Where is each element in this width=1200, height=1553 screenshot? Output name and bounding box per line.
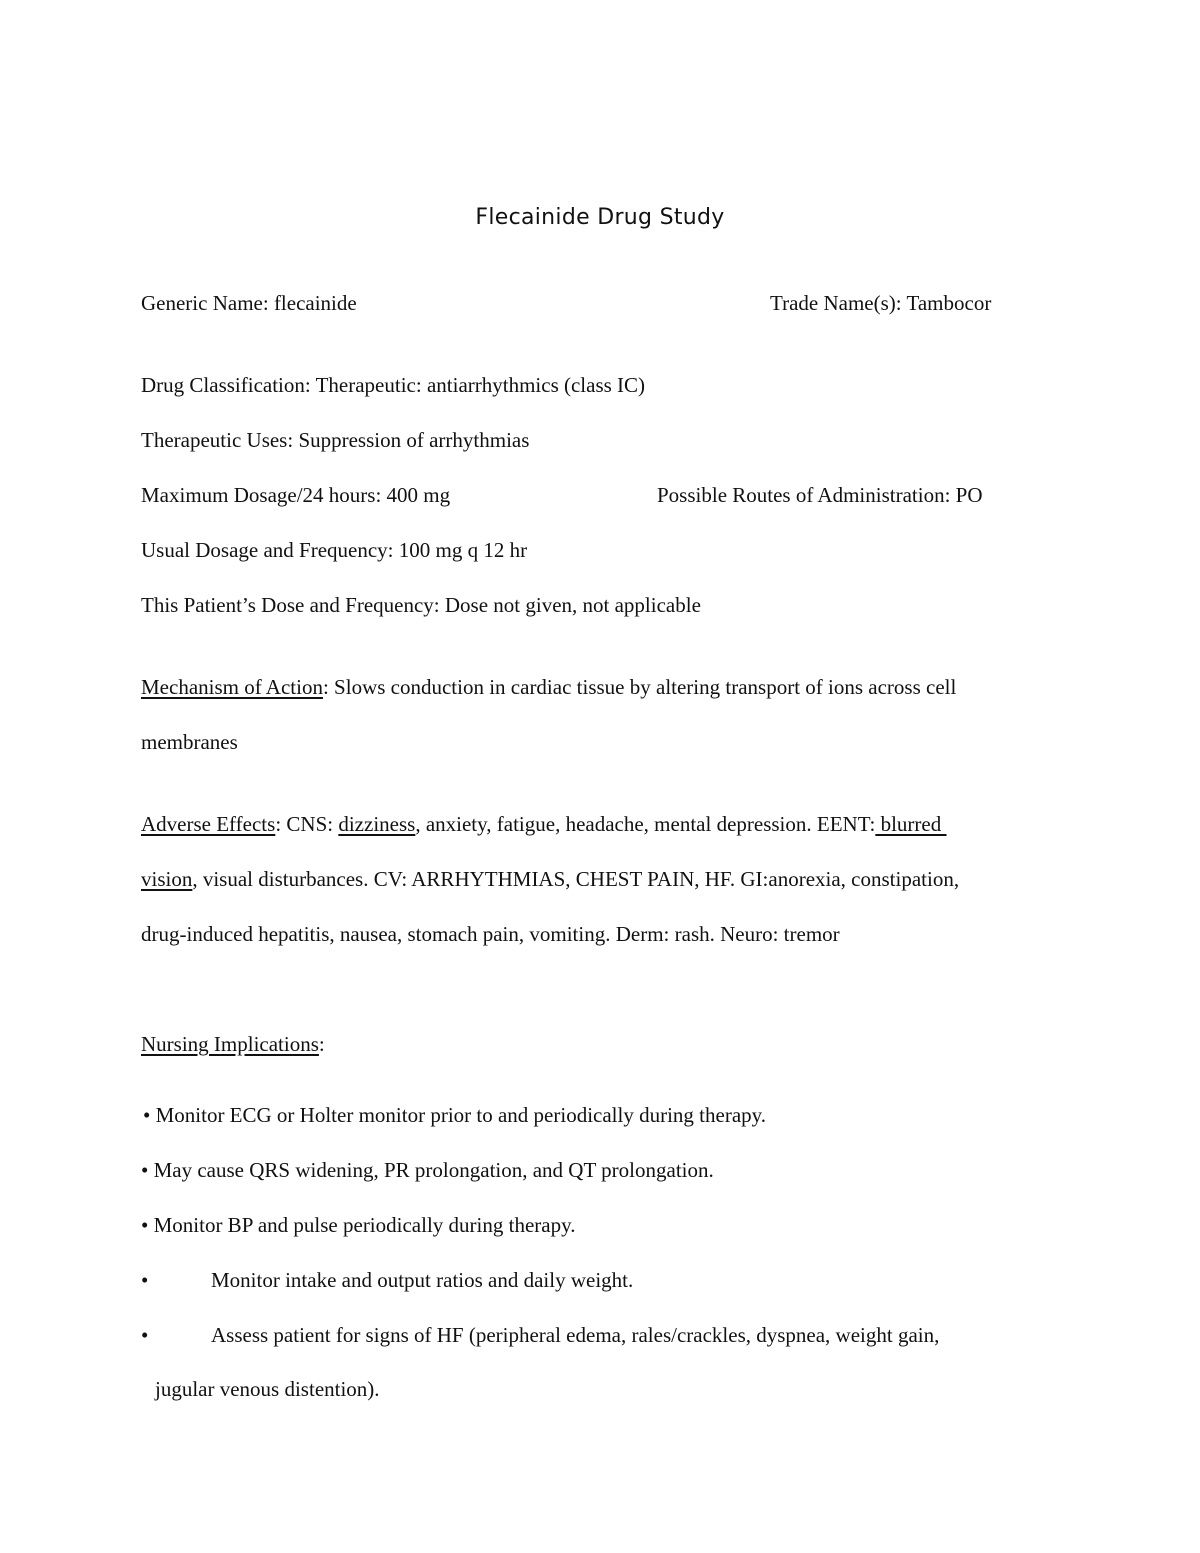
adverse-text: , anxiety, fatigue, headache, mental depression. EENT: [415, 812, 876, 836]
nursing-bullet-3: • Monitor BP and pulse periodically during therapy. [141, 1213, 576, 1237]
trade-name-label: Trade Name(s): [770, 291, 907, 315]
routes-of-administration: Possible Routes of Administration: PO [657, 483, 983, 507]
nursing-colon: : [318, 1032, 325, 1056]
patient-dose: This Patient’s Dose and Frequency: Dose not given, not applicable [141, 593, 701, 617]
generic-name-value: flecainide [273, 291, 357, 315]
therapeutic-uses: Therapeutic Uses: Suppression of arrhythmias [141, 428, 530, 452]
generic-name-label: Generic Name: [141, 291, 274, 315]
nursing-bullet-5-continuation: jugular venous distention). [155, 1377, 380, 1401]
bullet-mark: • [141, 1268, 149, 1292]
adverse-underlined-term: dizziness [338, 812, 416, 836]
adverse-underlined-term: vision [141, 867, 193, 891]
drug-classification: Drug Classification: Therapeutic: antiarrhythmics (class IC) [141, 373, 646, 397]
bullet-text: Monitor intake and output ratios and daily weight. [211, 1268, 634, 1292]
maximum-dosage: Maximum Dosage/24 hours: 400 mg [141, 483, 451, 507]
mechanism-line-2: membranes [141, 730, 238, 754]
generic-name-line [141, 290, 357, 316]
nursing-bullet-1: • Monitor ECG or Holter monitor prior to and periodically during therapy. [143, 1103, 767, 1127]
adverse-text: : CNS: [275, 812, 339, 836]
adverse-underlined-term: blurred [875, 812, 947, 836]
adverse-effects-line-2 [141, 866, 959, 892]
mechanism-label: Mechanism of Action [141, 675, 323, 699]
adverse-effects-line-3: drug-induced hepatitis, nausea, stomach pain, vomiting. Derm: rash. Neuro: tremor [141, 922, 840, 946]
nursing-bullet-5 [141, 1322, 939, 1348]
mechanism-line-1 [141, 674, 956, 700]
nursing-bullet-4 [141, 1267, 633, 1293]
trade-name-value: Tambocor [906, 291, 992, 315]
document-title: Flecainide Drug Study [475, 205, 725, 230]
adverse-text: , visual disturbances. CV: ARRHYTHMIAS, CHEST PAIN, HF. GI:anorexia, constipation, [192, 867, 960, 891]
adverse-effects-line-1 [141, 811, 947, 837]
adverse-effects-label: Adverse Effects [141, 812, 276, 836]
nursing-implications-heading [141, 1031, 325, 1057]
usual-dosage: Usual Dosage and Frequency: 100 mg q 12 hr [141, 538, 528, 562]
bullet-text: Assess patient for signs of HF (peripheral edema, rales/crackles, dyspnea, weight gain, [211, 1323, 940, 1347]
nursing-implications-label: Nursing Implications [141, 1032, 319, 1056]
mechanism-text: : Slows conduction in cardiac tissue by altering transport of ions across cell [322, 675, 957, 699]
nursing-bullet-2: • May cause QRS widening, PR prolongation, and QT prolongation. [141, 1158, 714, 1182]
bullet-mark: • [141, 1323, 149, 1347]
trade-name-line [770, 290, 991, 316]
